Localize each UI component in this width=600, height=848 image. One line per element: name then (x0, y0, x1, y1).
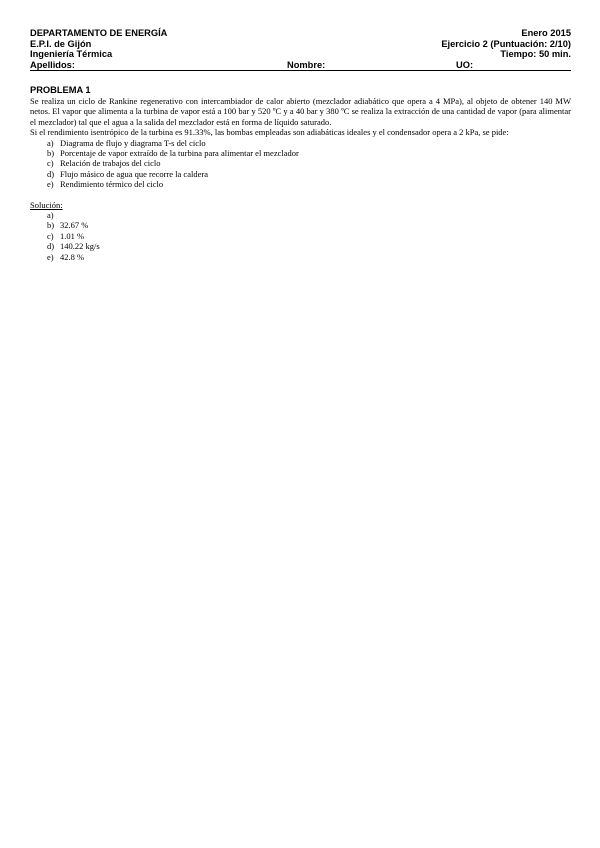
question-letter: a) (47, 137, 54, 148)
list-item (30, 210, 571, 220)
answer-letter: a) (47, 210, 54, 221)
header-row-2 (30, 39, 571, 50)
problem-title: PROBLEMA 1 (30, 85, 91, 95)
header-row-3 (30, 49, 571, 60)
solution-label: Solución: (30, 199, 63, 210)
name-label: Nombre: (287, 59, 326, 70)
header-row-1 (30, 28, 571, 39)
answer-text: 140.22 kg/s (60, 241, 100, 252)
answer-text: 1.01 % (60, 230, 85, 241)
question-letter: b) (47, 148, 55, 159)
exam-header (30, 28, 571, 71)
student-info-row (30, 60, 571, 72)
list-item (30, 179, 571, 189)
problem-conditions: Si el rendimiento isentrópico de la turbina es 91.33%, las bombas empleadas son adiabáticas ideales y el condensador opera a 2 kPa, se pide: (30, 127, 509, 138)
answer-text: 42.8 % (60, 251, 85, 262)
surname-label: Apellidos: (30, 59, 75, 70)
list-item (30, 241, 571, 251)
exam-page (30, 28, 571, 262)
list-item (30, 231, 571, 241)
exam-date: Enero 2015 (521, 28, 571, 38)
course-name: Ingeniería Térmica (30, 49, 113, 59)
question-list (30, 138, 571, 190)
answer-letter: e) (47, 251, 54, 262)
list-item (30, 220, 571, 230)
list-item (30, 148, 571, 158)
question-text: Relación de trabajos del ciclo (60, 158, 161, 169)
question-letter: c) (47, 158, 54, 169)
list-item (30, 138, 571, 148)
uo-label: UO: (456, 59, 474, 70)
answer-letter: c) (47, 230, 54, 241)
list-item (30, 252, 571, 262)
school-name: E.P.I. de Gijón (30, 38, 92, 49)
exercise-score: Ejercicio 2 (Puntuación: 2/10) (441, 38, 571, 49)
question-text: Flujo másico de agua que recorre la caldera (60, 168, 208, 179)
question-text: Porcentaje de vapor extraído de la turbina para alimentar el mezclador (60, 148, 299, 159)
list-item (30, 158, 571, 168)
answer-letter: b) (47, 220, 55, 231)
department-name: DEPARTAMENTO DE ENERGÍA (30, 28, 168, 38)
question-letter: e) (47, 179, 54, 190)
answer-text: 32.67 % (60, 220, 89, 231)
question-text: Diagrama de flujo y diagrama T-s del ciclo (60, 137, 206, 148)
time-limit: Tiempo: 50 min. (500, 49, 571, 59)
answer-list (30, 210, 571, 262)
question-text: Rendimiento térmico del ciclo (60, 179, 164, 190)
answer-letter: d) (47, 241, 55, 252)
list-item (30, 169, 571, 179)
answer-text (60, 210, 571, 220)
problem-statement: Se realiza un ciclo de Rankine regenerativo con intercambiador de calor abierto (mezclador adiabático que opera a 4 MPa), al objeto de obtener 140 MW netos. El vapor que alimenta a la turbina de vapor está a 100 bar y 520 ºC y a 40 bar y 380 ºC se realiza la extracción de una cantidad de vapor (para alimentar el mezclador) tal que el agua a la salida del mezclador está en forma de líquido saturado. (30, 96, 571, 127)
question-letter: d) (47, 168, 55, 179)
